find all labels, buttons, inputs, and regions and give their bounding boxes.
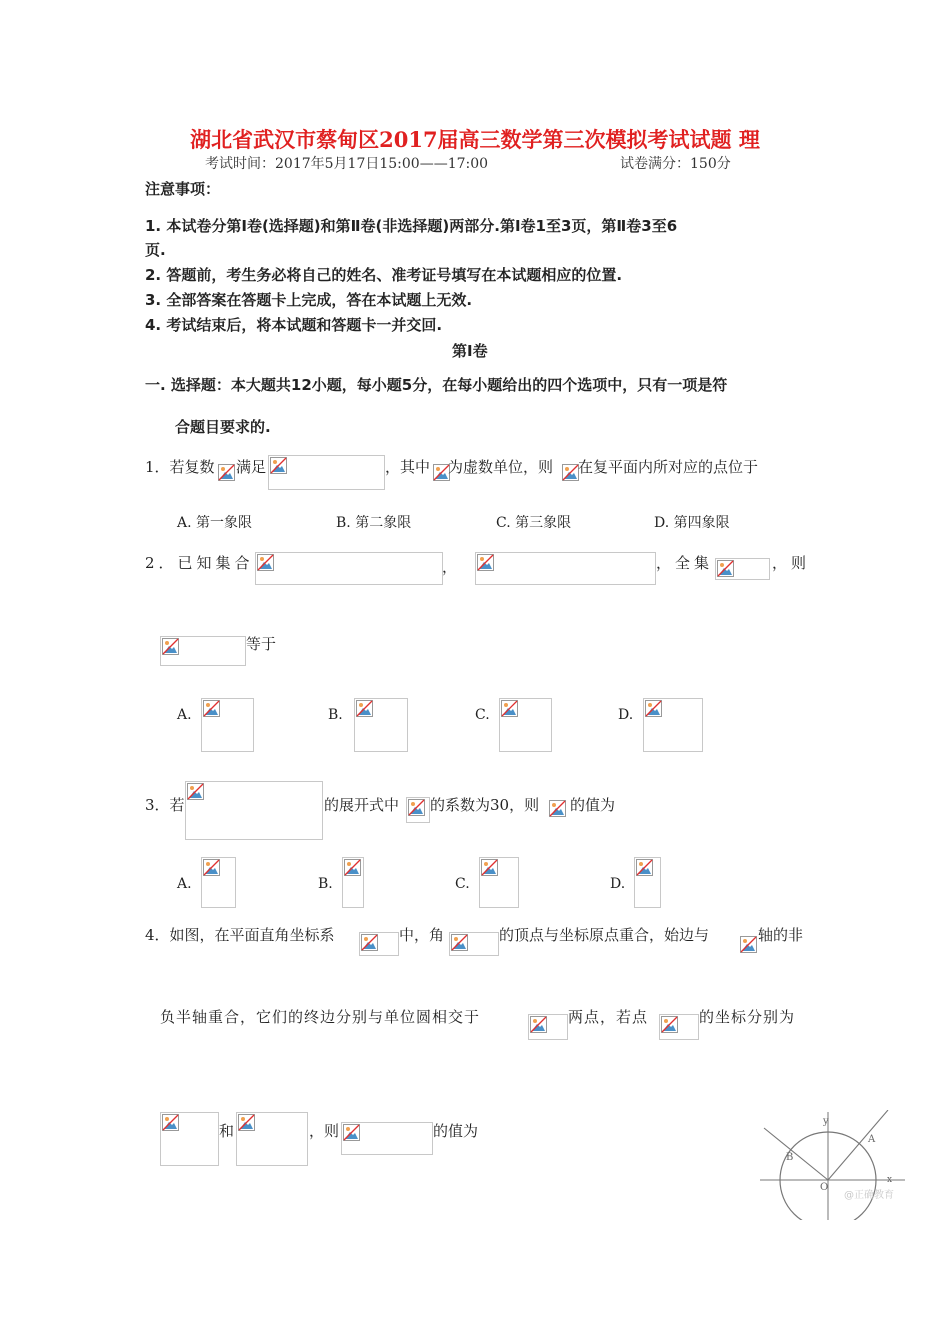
q4-text-4: 轴的非 xyxy=(758,926,804,944)
q1-option-b[interactable]: B. 第二象限 xyxy=(336,515,412,531)
q2-option-c-image[interactable] xyxy=(499,698,552,752)
formula-image xyxy=(740,936,757,953)
formula-image xyxy=(255,552,443,585)
page-title: 湖北省武汉市蔡甸区2017届高三数学第三次模拟考试试题 理 xyxy=(190,127,760,152)
part1-instruction-cont: 合题目要求的. xyxy=(175,418,271,436)
q3-option-a[interactable]: A. xyxy=(177,876,192,892)
formula-image xyxy=(475,552,656,585)
formula-image xyxy=(160,1112,219,1166)
formula-image xyxy=(659,1014,699,1040)
exam-time: 考试时间：2017年5月17日15:00——17:00 xyxy=(205,156,489,172)
q1-option-c[interactable]: C. 第三象限 xyxy=(496,515,572,531)
q1-option-d[interactable]: D. 第四象限 xyxy=(654,515,730,531)
unit-circle-figure xyxy=(760,1110,910,1220)
q2-option-b[interactable]: B. xyxy=(328,707,343,723)
formula-image xyxy=(341,1122,433,1155)
origin-label: O xyxy=(820,1182,829,1193)
q3-text-2: 的展开式中 xyxy=(324,796,400,814)
q3-text-3: 的系数为30，则 xyxy=(430,796,540,814)
q3-option-d[interactable]: D. xyxy=(610,876,626,892)
q2-text-3: ，全集 xyxy=(656,554,714,572)
notice-item-3: 3. 全部答案在答题卡上完成，答在本试题上无效. xyxy=(145,291,473,309)
q4-text-1: 4．如图，在平面直角坐标系 xyxy=(145,926,335,944)
notice-item-2: 2. 答题前，考生务必将自己的姓名、准考证号填写在本试题相应的位置. xyxy=(145,266,623,284)
q2-option-a[interactable]: A. xyxy=(177,707,192,723)
point-label-b: B xyxy=(786,1152,794,1163)
q4-text-10: 的值为 xyxy=(433,1122,479,1140)
q1-text-2: 满足 xyxy=(236,458,267,476)
formula-image xyxy=(218,464,235,481)
q4-text-7: 的坐标分别为 xyxy=(699,1008,796,1026)
watermark: @正确教育 xyxy=(844,1190,894,1201)
q1-text-3: ，其中 xyxy=(385,458,431,476)
formula-image xyxy=(562,464,579,481)
formula-image xyxy=(185,781,323,840)
q4-text-2: 中，角 xyxy=(399,926,445,944)
q3-text-4: 的值为 xyxy=(570,796,616,814)
notice-item-1: 1. 本试卷分第Ⅰ卷(选择题)和第Ⅱ卷(非选择题)两部分.第Ⅰ卷1至3页，第Ⅱ卷3至6 xyxy=(145,217,678,235)
q3-option-c[interactable]: C. xyxy=(455,876,470,892)
q4-text-8: 和 xyxy=(219,1122,235,1140)
q4-text-5: 负半轴重合，它们的终边分别与单位圆相交于 xyxy=(160,1008,481,1026)
q4-text-9: ，则 xyxy=(309,1122,340,1140)
full-score: 试卷满分：150分 xyxy=(620,156,731,172)
q2-text-2: ， xyxy=(442,558,458,576)
q2-text-5: 等于 xyxy=(246,635,277,653)
section-title: 第Ⅰ卷 xyxy=(452,342,488,360)
part1-instruction: 一. 选择题：本大题共12小题，每小题5分，在每小题给出的四个选项中，只有一项是符 xyxy=(145,376,728,394)
point-label-a: A xyxy=(868,1134,876,1145)
formula-image xyxy=(406,797,430,823)
formula-image xyxy=(359,932,399,956)
q2-text-1: 2．已知集合 xyxy=(145,554,254,572)
q3-option-a-image[interactable] xyxy=(201,857,236,908)
q4-text-3: 的顶点与坐标原点重合，始边与 xyxy=(499,926,710,944)
q2-text-4: ，则 xyxy=(772,554,811,572)
q3-option-d-image[interactable] xyxy=(634,857,661,908)
q3-option-c-image[interactable] xyxy=(479,857,519,908)
q3-text-1: 3．若 xyxy=(145,796,185,814)
formula-image xyxy=(268,455,385,490)
q1-text-1: 1．若复数 xyxy=(145,458,215,476)
notice-item-1-cont: 页. xyxy=(145,241,166,259)
q2-option-d[interactable]: D. xyxy=(618,707,634,723)
q2-option-a-image[interactable] xyxy=(201,698,254,752)
formula-image xyxy=(715,558,770,580)
notice-heading: 注意事项： xyxy=(145,180,221,198)
formula-image xyxy=(236,1112,308,1166)
notice-item-4: 4. 考试结束后，将本试题和答题卡一并交回. xyxy=(145,316,443,334)
q3-option-b-image[interactable] xyxy=(342,857,364,908)
formula-image xyxy=(160,636,246,666)
q2-option-c[interactable]: C. xyxy=(475,707,490,723)
q1-text-4: 为虚数单位，则 xyxy=(448,458,554,476)
formula-image xyxy=(449,932,499,956)
q1-option-a[interactable]: A. 第一象限 xyxy=(177,515,253,531)
q3-option-b[interactable]: B. xyxy=(318,876,333,892)
q1-text-5: 在复平面内所对应的点位于 xyxy=(578,458,759,476)
q2-option-d-image[interactable] xyxy=(643,698,703,752)
axis-label-x: x xyxy=(887,1175,893,1185)
q2-option-b-image[interactable] xyxy=(354,698,408,752)
formula-image xyxy=(528,1014,568,1040)
formula-image xyxy=(549,800,569,818)
axis-label-y: y xyxy=(823,1116,829,1127)
q4-text-6: 两点，若点 xyxy=(568,1008,649,1026)
